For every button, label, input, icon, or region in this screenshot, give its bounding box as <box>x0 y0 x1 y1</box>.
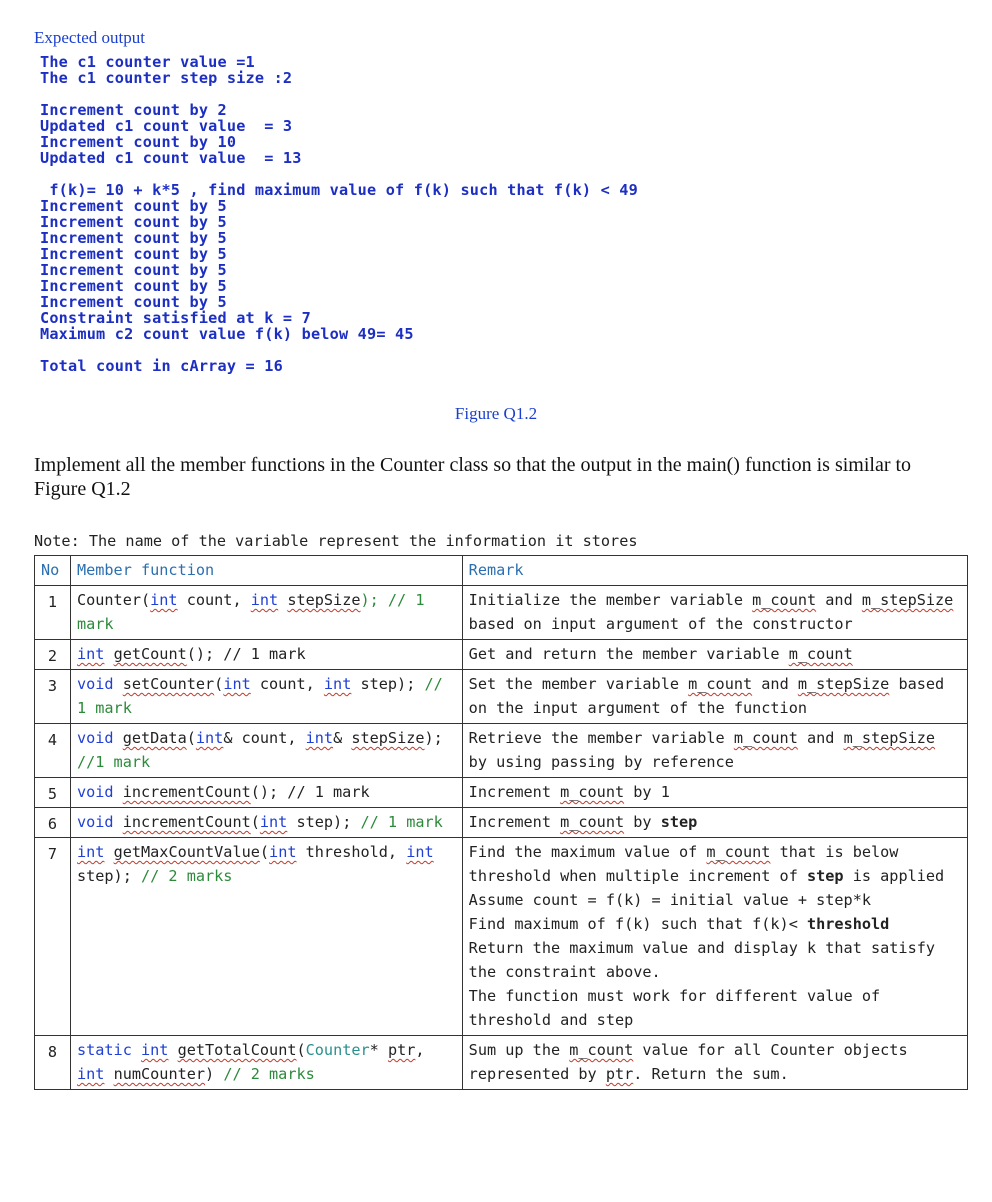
code-token: ( <box>250 813 260 831</box>
code-token: int <box>141 1041 169 1059</box>
code-token: void <box>76 675 114 693</box>
code-token: ( <box>296 1041 306 1059</box>
console-output <box>40 54 760 374</box>
code-token: * <box>369 1041 388 1059</box>
member-function-cell <box>70 838 462 1036</box>
code-token: Sum up the <box>468 1041 570 1059</box>
code-token: m_stepSize <box>797 675 890 693</box>
code-token: int <box>269 843 297 861</box>
code-token <box>132 1041 141 1059</box>
code-token: count, <box>250 675 324 693</box>
console-line: Increment count by 5 <box>40 245 227 263</box>
row-number: 1 <box>35 586 71 640</box>
code-token: getData <box>122 729 187 747</box>
table-row <box>35 724 968 778</box>
code-token <box>114 813 123 831</box>
code-token: m_count <box>560 783 625 801</box>
table-row <box>35 586 968 640</box>
table-row <box>35 1036 968 1090</box>
code-token: Find the maximum value of <box>468 843 707 861</box>
code-token: step); <box>76 867 141 885</box>
code-token: getTotalCount <box>177 1041 297 1059</box>
code-token: m_count <box>788 645 853 663</box>
code-token: ); // 1 mark <box>76 591 425 633</box>
code-token: m_stepSize <box>861 591 954 609</box>
code-token: count, <box>177 591 251 609</box>
remark-cell <box>462 808 967 838</box>
code-token: ) <box>205 1065 224 1083</box>
code-token: //1 mark <box>76 753 151 771</box>
code-token: , <box>415 1041 425 1059</box>
code-token: void <box>76 813 114 831</box>
code-token: m_count <box>560 813 625 831</box>
row-number: 2 <box>35 640 71 670</box>
code-token: Assume count = f(k) = initial value + step*k <box>468 891 871 909</box>
code-token: based on input argument of the constructor <box>468 615 853 633</box>
code-token: int <box>76 645 105 663</box>
code-token: The function must work for different value of threshold and step <box>468 987 881 1029</box>
code-token: that is below threshold when multiple increment of <box>468 843 899 885</box>
row-number: 5 <box>35 778 71 808</box>
code-token: . Return the sum. <box>633 1065 789 1083</box>
table-row <box>35 808 968 838</box>
code-token: numCounter <box>113 1065 206 1083</box>
console-line: Increment count by 10 <box>40 133 237 151</box>
row-number: 8 <box>35 1036 71 1090</box>
code-token: int <box>406 843 434 861</box>
code-token: void <box>76 729 114 747</box>
code-token: Retrieve the member variable <box>468 729 734 747</box>
remark-cell <box>462 838 967 1036</box>
code-token: m_count <box>733 729 798 747</box>
console-line: Increment count by 5 <box>40 277 227 295</box>
code-token: ( <box>186 729 196 747</box>
code-token: step <box>660 813 698 831</box>
code-token: stepSize <box>351 729 425 747</box>
console-line: Increment count by 5 <box>40 261 227 279</box>
row-number: 6 <box>35 808 71 838</box>
code-token: threshold <box>807 915 890 933</box>
code-token: ( <box>214 675 224 693</box>
header-remark: Remark <box>462 556 967 586</box>
code-token: threshold, <box>296 843 407 861</box>
code-token <box>168 1041 177 1059</box>
code-token: int <box>76 1065 105 1083</box>
code-token: and <box>816 591 862 609</box>
member-function-cell <box>70 1036 462 1090</box>
code-token: Initialize the member variable <box>468 591 753 609</box>
code-token: and <box>797 729 844 747</box>
code-token: step); <box>287 813 361 831</box>
code-token <box>104 843 113 861</box>
console-line <box>40 86 760 102</box>
code-token: & <box>333 729 352 747</box>
code-token: m_stepSize <box>843 729 936 747</box>
console-line <box>40 342 760 358</box>
code-token: int <box>223 675 251 693</box>
code-token: Counter( <box>76 591 151 609</box>
code-token: Return the maximum value and display k that satisfy the constraint above. <box>468 939 935 981</box>
code-token: Counter <box>305 1041 370 1059</box>
code-token: Increment <box>468 813 561 831</box>
member-function-cell <box>70 670 462 724</box>
row-number: 7 <box>35 838 71 1036</box>
code-token: (); // 1 mark <box>186 645 306 663</box>
code-token: int <box>195 729 224 747</box>
remark-cell <box>462 778 967 808</box>
code-token: int <box>323 675 352 693</box>
code-token <box>104 1065 113 1083</box>
remark-cell <box>462 1036 967 1090</box>
code-token: void <box>76 783 114 801</box>
console-line: Maximum c2 count value f(k) below 49= 45 <box>40 325 414 343</box>
member-function-table <box>34 555 968 1090</box>
table-row <box>35 778 968 808</box>
code-token: (); // 1 mark <box>250 783 370 801</box>
code-token <box>104 645 113 663</box>
code-token: ); <box>424 729 443 747</box>
console-line: Updated c1 count value = 13 <box>40 149 302 167</box>
code-token <box>278 591 287 609</box>
remark-cell <box>462 586 967 640</box>
member-function-cell <box>70 724 462 778</box>
member-function-cell <box>70 778 462 808</box>
console-line: Total count in cArray = 16 <box>40 357 283 375</box>
member-function-cell <box>70 808 462 838</box>
code-token: by <box>624 813 661 831</box>
table-row <box>35 838 968 1036</box>
code-token: by 1 <box>624 783 670 801</box>
code-token: // 2 marks <box>141 867 233 885</box>
code-token: // 1 mark <box>76 675 443 717</box>
code-token: Get and return the member variable <box>468 645 789 663</box>
console-line: Constraint satisfied at k = 7 <box>40 309 311 327</box>
code-token: int <box>259 813 288 831</box>
remark-cell <box>462 670 967 724</box>
code-token: incrementCount <box>122 783 251 801</box>
code-token: step <box>807 867 844 885</box>
table-header-row <box>35 556 968 586</box>
row-number: 4 <box>35 724 71 778</box>
code-token: ( <box>259 843 270 861</box>
console-line: The c1 counter value =1 <box>40 53 255 71</box>
member-function-cell <box>70 640 462 670</box>
figure-caption: Figure Q1.2 <box>454 404 538 423</box>
table-row <box>35 640 968 670</box>
code-token: m_count <box>569 1041 634 1059</box>
code-token: ptr <box>605 1065 634 1083</box>
code-token: Find maximum of f(k) such that f(k)< <box>468 915 807 933</box>
code-token: m_count <box>688 675 753 693</box>
row-number: 3 <box>35 670 71 724</box>
member-function-cell <box>70 586 462 640</box>
note-text: Note: The name of the variable represent the information it stores <box>34 532 638 550</box>
code-token: int <box>76 843 105 861</box>
code-token: stepSize <box>287 591 361 609</box>
console-line: The c1 counter step size :2 <box>40 69 293 87</box>
code-token: is applied <box>843 867 945 885</box>
code-token: int <box>250 591 279 609</box>
code-token: Increment <box>468 783 561 801</box>
code-token: m_count <box>706 843 771 861</box>
code-token: getCount <box>113 645 187 663</box>
console-line: Increment count by 5 <box>40 293 227 311</box>
remark-cell <box>462 640 967 670</box>
console-line: Increment count by 2 <box>40 101 227 119</box>
code-token <box>114 783 123 801</box>
console-line: Increment count by 5 <box>40 229 227 247</box>
console-line <box>40 166 760 182</box>
console-line: Increment count by 5 <box>40 213 227 231</box>
code-token: and <box>752 675 798 693</box>
code-token: int <box>150 591 178 609</box>
code-token: int <box>305 729 334 747</box>
code-token: by using passing by reference <box>468 753 734 771</box>
code-token: // 1 mark <box>360 813 443 831</box>
table-row <box>35 670 968 724</box>
instruction-text: Implement all the member functions in the Counter class so that the output in the main() function is similar to Figure Q1.2 <box>34 454 912 500</box>
console-line: f(k)= 10 + k*5 , find maximum value of f(k) such that f(k) < 49 <box>40 181 638 199</box>
code-token: ptr <box>387 1041 416 1059</box>
code-token: // 2 marks <box>223 1065 315 1083</box>
code-token: setCounter <box>122 675 215 693</box>
remark-cell <box>462 724 967 778</box>
code-token: value for all Counter objects represented by <box>468 1041 908 1083</box>
code-token: & count, <box>223 729 306 747</box>
expected-output-label: Expected output <box>34 28 145 47</box>
code-token: based on the input argument of the function <box>468 675 945 717</box>
code-token: static <box>76 1041 132 1059</box>
console-line: Increment count by 5 <box>40 197 227 215</box>
code-token: step); <box>351 675 425 693</box>
code-token: incrementCount <box>122 813 251 831</box>
code-token: m_count <box>752 591 817 609</box>
console-line: Updated c1 count value = 3 <box>40 117 293 135</box>
header-member-function: Member function <box>70 556 462 586</box>
code-token: Set the member variable <box>468 675 689 693</box>
code-token: getMaxCountValue <box>113 843 260 861</box>
code-token <box>114 675 123 693</box>
code-token <box>114 729 123 747</box>
header-no: No <box>35 556 71 586</box>
